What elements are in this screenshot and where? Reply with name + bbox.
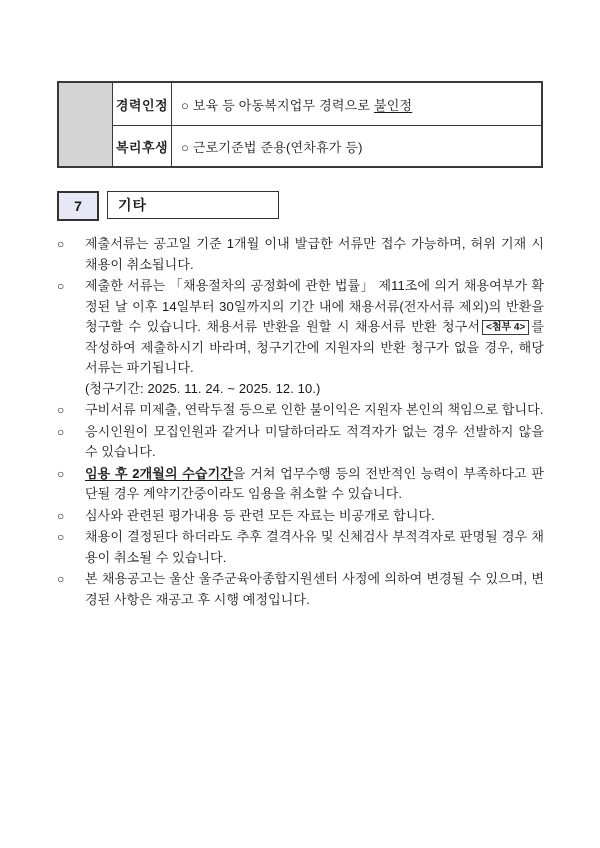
table-rows [113,83,541,166]
row-label-welfare: 복리후생 [113,126,172,166]
list-item-text [85,276,544,399]
circle-bullet: ○ [57,508,65,523]
list-item [57,276,544,399]
list-item-text-part: 를 작성하여 제출하시기 바라며, 청구기간에 지원자의 반환 청구가 없을 경우, 해당 서류는 파기됩니다. [85,319,544,375]
claim-period-line: (청구기간: 2025. 11. 24. ~ 2025. 12. 10.) [85,380,321,396]
list-item-text: 채용이 결정된다 하더라도 추후 결격사유 및 신체검사 부적격자로 판명될 경우 채용이 취소될 수 있습니다. [85,529,544,565]
list-item [57,506,544,527]
section-header [57,191,279,221]
list-item-text-part: 제출한 서류는 「채용절차의 공정화에 관한 법률」 제11조에 의거 채용여부가 확정된 날 이후 14일부터 30일까지의 기간 내에 채용서류(전자서류 제외)의 반환을 청구할 수 있습니다. 채용서류 반환을 원할 시 채용서류 반환 청구서 [85,278,544,334]
row-content [172,126,541,166]
list-item [57,527,544,568]
list-item-text-part: 을 거쳐 업무수행 등의 전반적인 능력이 부족하다고 판단될 경우 계약기간중이라도 임용을 취소할 수 있습니다. [85,465,545,501]
row-label-career-recognition: 경력인정 [113,83,172,125]
list-item [57,234,544,275]
circle-bullet: ○ [57,530,65,544]
circle-bullet: ○ [57,403,65,417]
row-content [172,83,541,125]
list-item [57,422,544,463]
employment-conditions-table [57,81,543,168]
list-item-text: 응시인원이 모집인원과 같거나 미달하더라도 적격자가 없는 경우 선발하지 않을 수 있습니다. [85,423,544,459]
attachment-4-tag: <첨부 4> [482,320,529,335]
table-row [113,126,541,166]
row-content-text: ○ 근로기준법 준용(연차휴가 등) [181,139,363,155]
list-item [57,569,544,610]
row-content-text: ○ 보육 등 아동복지업무 경력으로 [181,97,374,113]
list-item-text: 본 채용공고는 울산 울주군육아종합지원센터 사정에 의하여 변경될 수 있으며, 변경된 사항은 재공고 후 시행 예정입니다. [85,571,544,607]
list-item-text: 심사와 관련된 평가내용 등 관련 모든 자료는 비공개로 합니다. [85,507,435,523]
circle-bullet: ○ [57,424,65,439]
table-spanner-cell [59,83,113,166]
list-item-text: 제출서류는 공고일 기준 1개월 이내 발급한 서류만 접수 가능하며, 허위 기재 시 채용이 취소됩니다. [85,236,544,272]
list-item [57,400,544,421]
circle-bullet: ○ [57,466,65,481]
circle-bullet: ○ [57,572,65,586]
circle-bullet: ○ [57,279,65,293]
list-item-text: 구비서류 미제출, 연락두절 등으로 인한 불이익은 지원자 본인의 책임으로 합니다. [85,402,544,417]
section-title: 기타 [107,191,279,219]
list-item-text [85,464,544,505]
section-number-badge: 7 [57,191,99,221]
emphasized-text: 임용 후 2개월의 수습기간 [85,465,233,481]
table-row [113,83,541,126]
underlined-text: 불인정 [373,97,413,113]
circle-bullet: ○ [57,237,65,251]
notes-list [57,234,544,611]
list-item [57,464,544,505]
